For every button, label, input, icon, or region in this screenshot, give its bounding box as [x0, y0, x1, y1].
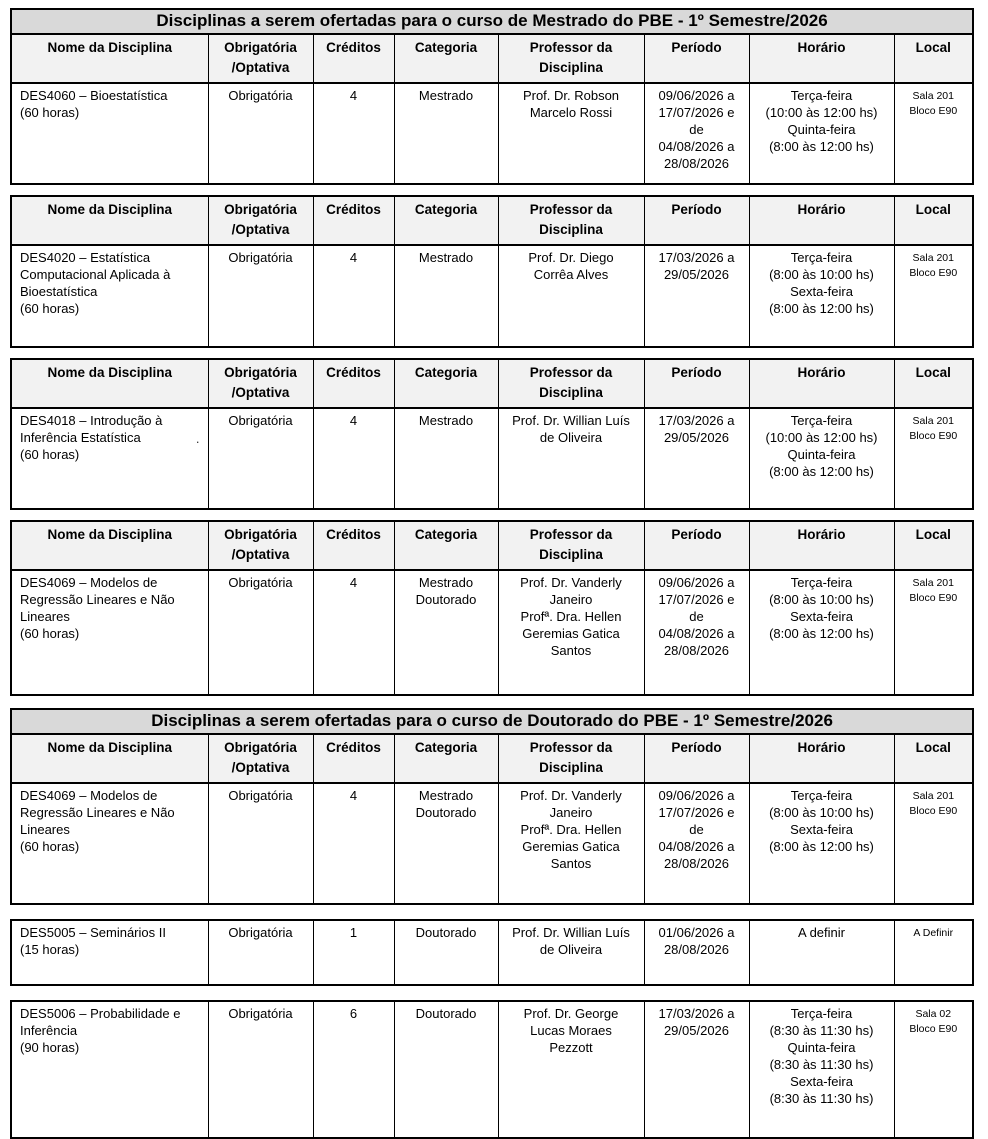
- obrigatoria-line: Obrigatória: [228, 413, 293, 428]
- header-cell-obrigatoria: [208, 34, 313, 83]
- discipline-table: [10, 195, 974, 348]
- nome-line: Bioestatística: [20, 284, 98, 299]
- horario-line: A definir: [798, 925, 845, 940]
- nome-line: Lineares: [20, 609, 70, 624]
- local-line: Sala 02: [915, 1008, 952, 1020]
- header-cell-local: [894, 196, 973, 245]
- cell-local: [894, 1001, 973, 1138]
- header-cell-professor: [498, 196, 644, 245]
- periodo-line: 29/05/2026: [663, 1023, 730, 1038]
- header-label-line: Créditos: [326, 527, 381, 542]
- categoria-line: Doutorado: [415, 925, 477, 940]
- horario-line: (8:00 às 12:00 hs): [769, 839, 874, 854]
- nome-line: (60 horas): [20, 839, 80, 854]
- cell-local: [894, 83, 973, 184]
- header-label-line: Obrigatória: [224, 40, 297, 55]
- obrigatoria-line: Obrigatória: [228, 575, 293, 590]
- header-cell-periodo: [644, 34, 749, 83]
- nome-line: DES4069 – Modelos de: [20, 788, 158, 803]
- discipline-table: [10, 1000, 974, 1139]
- header-label-line: Obrigatória: [224, 527, 297, 542]
- professor-line: Lucas Moraes: [530, 1023, 612, 1038]
- header-label-line: Horário: [797, 365, 846, 380]
- header-cell-categoria: [394, 734, 498, 783]
- creditos-line: 6: [349, 1006, 358, 1021]
- cell-creditos: [313, 920, 394, 985]
- nome-line: DES5006 – Probabilidade e: [20, 1006, 181, 1021]
- horario-line: (8:00 às 12:00 hs): [769, 626, 874, 641]
- discipline-table: [10, 520, 974, 696]
- cell-local: [894, 783, 973, 904]
- header-cell-horario: [749, 521, 894, 570]
- professor-line: Prof. Dr. Vanderly: [520, 575, 622, 590]
- header-label-line: Local: [915, 740, 951, 755]
- header-cell-professor: [498, 734, 644, 783]
- horario-line: Terça-feira: [790, 413, 853, 428]
- table-title: Disciplinas a serem ofertadas para o curso de Doutorado do PBE - 1º Semestre/2026: [11, 709, 973, 734]
- periodo-line: 28/08/2026: [663, 942, 730, 957]
- header-label-line: Disciplina: [539, 60, 603, 75]
- header-label-line: Categoria: [414, 527, 478, 542]
- cell-categoria: [394, 408, 498, 509]
- header-cell-professor: [498, 521, 644, 570]
- horario-line: (8:30 às 11:30 hs): [769, 1091, 874, 1106]
- header-label-line: Horário: [797, 740, 846, 755]
- cell-obrigatoria: [208, 1001, 313, 1138]
- header-cell-obrigatoria: [208, 196, 313, 245]
- horario-line: Sexta-feira: [790, 609, 853, 624]
- cell-professor: [498, 783, 644, 904]
- obrigatoria-line: Obrigatória: [228, 250, 293, 265]
- cell-creditos: [313, 1001, 394, 1138]
- header-label-line: Nome da Disciplina: [47, 202, 173, 217]
- professor-line: Santos: [550, 856, 592, 871]
- nome-line: DES4069 – Modelos de: [20, 575, 158, 590]
- professor-line: Prof. Dr. Robson: [522, 88, 620, 103]
- header-cell-periodo: [644, 734, 749, 783]
- nome-line: Inferência: [20, 1023, 78, 1038]
- cell-nome: [11, 1001, 208, 1138]
- cell-periodo: [644, 570, 749, 695]
- header-label-line: Professor da: [529, 202, 613, 217]
- header-cell-horario: [749, 734, 894, 783]
- horario-line: Terça-feira: [790, 1006, 853, 1021]
- cell-obrigatoria: [208, 245, 313, 347]
- nome-line: (60 horas): [20, 447, 80, 462]
- header-label-line: Período: [671, 740, 722, 755]
- cell-horario: [749, 245, 894, 347]
- horario-line: (8:30 às 11:30 hs): [769, 1057, 874, 1072]
- header-label-line: Créditos: [326, 40, 381, 55]
- cell-nome: [11, 408, 208, 509]
- categoria-line: Mestrado: [418, 575, 474, 590]
- header-cell-creditos: [313, 521, 394, 570]
- professor-line: Prof. Dr. George: [523, 1006, 619, 1021]
- header-label-line: /Optativa: [231, 385, 290, 400]
- cell-local: [894, 920, 973, 985]
- discipline-table: [10, 708, 974, 905]
- header-label-line: Disciplina: [539, 385, 603, 400]
- header-label-line: Professor da: [529, 740, 613, 755]
- header-label-line: Disciplina: [539, 547, 603, 562]
- nome-line: (15 horas): [20, 942, 80, 957]
- horario-line: Quinta-feira: [787, 122, 856, 137]
- categoria-line: Mestrado: [418, 413, 474, 428]
- creditos-line: 4: [349, 788, 358, 803]
- header-cell-nome: [11, 34, 208, 83]
- header-cell-categoria: [394, 359, 498, 408]
- cell-local: [894, 245, 973, 347]
- periodo-line: 17/07/2026 e: [658, 805, 735, 820]
- cell-creditos: [313, 245, 394, 347]
- professor-line: Marcelo Rossi: [529, 105, 613, 120]
- cell-categoria: [394, 570, 498, 695]
- header-label-line: /Optativa: [231, 547, 290, 562]
- local-line: Sala 201: [912, 90, 954, 102]
- categoria-line: Mestrado: [418, 88, 474, 103]
- header-cell-periodo: [644, 359, 749, 408]
- cell-professor: [498, 83, 644, 184]
- cell-horario: [749, 83, 894, 184]
- table-title: Disciplinas a serem ofertadas para o curso de Mestrado do PBE - 1º Semestre/2026: [11, 9, 973, 34]
- cell-obrigatoria: [208, 570, 313, 695]
- cell-categoria: [394, 245, 498, 347]
- header-cell-local: [894, 734, 973, 783]
- categoria-line: Doutorado: [415, 805, 477, 820]
- cell-professor: [498, 570, 644, 695]
- cell-obrigatoria: [208, 408, 313, 509]
- cell-nome: [11, 783, 208, 904]
- creditos-line: 4: [349, 413, 358, 428]
- header-label-line: Horário: [797, 40, 846, 55]
- categoria-line: Doutorado: [415, 592, 477, 607]
- cell-local: [894, 570, 973, 695]
- horario-line: (8:00 às 10:00 hs): [769, 267, 874, 282]
- local-line: Sala 201: [912, 790, 955, 802]
- discipline-table: [10, 919, 974, 986]
- cell-periodo: [644, 83, 749, 184]
- local-line: Sala 201: [912, 252, 954, 264]
- header-cell-obrigatoria: [208, 521, 313, 570]
- cell-professor: [498, 408, 644, 509]
- cell-categoria: [394, 920, 498, 985]
- horario-line: Sexta-feira: [790, 1074, 853, 1089]
- header-cell-local: [894, 359, 973, 408]
- horario-line: Terça-feira: [790, 575, 853, 590]
- horario-line: (8:00 às 12:00 hs): [769, 301, 874, 316]
- header-label-line: Créditos: [326, 740, 381, 755]
- cell-nome: [11, 245, 208, 347]
- section-doutorado: [10, 708, 988, 1139]
- header-label-line: Obrigatória: [224, 740, 297, 755]
- horario-line: Terça-feira: [790, 88, 853, 103]
- header-label-line: Local: [915, 202, 951, 217]
- professor-line: Profª. Dra. Hellen: [520, 822, 622, 837]
- horario-line: Terça-feira: [790, 788, 853, 803]
- nome-line: (60 horas): [20, 301, 80, 316]
- cell-periodo: [644, 1001, 749, 1138]
- header-cell-professor: [498, 34, 644, 83]
- header-label-line: Categoria: [414, 40, 478, 55]
- local-line: Sala 201: [912, 577, 954, 589]
- discipline-table: [10, 8, 974, 185]
- header-label-line: Período: [671, 527, 722, 542]
- cell-periodo: [644, 920, 749, 985]
- periodo-line: 17/07/2026 e: [658, 592, 735, 607]
- periodo-line: 28/08/2026: [663, 156, 730, 171]
- header-label-line: Nome da Disciplina: [47, 527, 173, 542]
- cell-professor: [498, 1001, 644, 1138]
- horario-line: Quinta-feira: [787, 447, 856, 462]
- header-label-line: Categoria: [414, 365, 478, 380]
- professor-line: Janeiro: [549, 805, 593, 820]
- header-label-line: /Optativa: [231, 222, 290, 237]
- header-cell-horario: [749, 359, 894, 408]
- professor-line: de Oliveira: [539, 942, 603, 957]
- periodo-line: 17/07/2026 e: [658, 105, 735, 120]
- periodo-line: 01/06/2026 a: [658, 925, 735, 940]
- cell-professor: [498, 245, 644, 347]
- horario-line: (8:00 às 10:00 hs): [769, 592, 874, 607]
- horario-line: (10:00 às 12:00 hs): [765, 430, 878, 445]
- cell-creditos: [313, 783, 394, 904]
- obrigatoria-line: Obrigatória: [228, 1006, 293, 1021]
- header-label-line: Obrigatória: [224, 202, 297, 217]
- periodo-line: 17/03/2026 a: [658, 250, 735, 265]
- header-label-line: Período: [671, 365, 722, 380]
- periodo-line: 29/05/2026: [663, 267, 730, 282]
- header-cell-periodo: [644, 196, 749, 245]
- cell-horario: [749, 783, 894, 904]
- professor-line: Janeiro: [549, 592, 593, 607]
- cell-periodo: [644, 245, 749, 347]
- header-label-line: Professor da: [529, 365, 613, 380]
- obrigatoria-line: Obrigatória: [228, 788, 293, 803]
- nome-line: (60 horas): [20, 105, 80, 120]
- header-label-line: Categoria: [414, 202, 478, 217]
- section-mestrado: [10, 8, 988, 696]
- periodo-line: 29/05/2026: [663, 430, 730, 445]
- header-cell-obrigatoria: [208, 359, 313, 408]
- header-cell-categoria: [394, 34, 498, 83]
- horario-line: (8:00 às 12:00 hs): [769, 139, 874, 154]
- header-cell-horario: [749, 196, 894, 245]
- cell-obrigatoria: [208, 783, 313, 904]
- local-line: Bloco E90: [909, 430, 958, 442]
- local-line: Bloco E90: [909, 592, 958, 604]
- header-label-line: Obrigatória: [224, 365, 297, 380]
- header-label-line: Professor da: [529, 527, 613, 542]
- periodo-line: 09/06/2026 a: [658, 575, 735, 590]
- cell-horario: [749, 570, 894, 695]
- header-cell-creditos: [313, 359, 394, 408]
- header-label-line: Nome da Disciplina: [47, 40, 173, 55]
- cell-nome: [11, 83, 208, 184]
- creditos-line: 1: [349, 925, 358, 940]
- creditos-line: 4: [349, 575, 358, 590]
- horario-line: (8:00 às 12:00 hs): [769, 464, 874, 479]
- periodo-line: de: [689, 822, 704, 837]
- periodo-line: 04/08/2026 a: [658, 839, 735, 854]
- professor-line: Corrêa Alves: [533, 267, 609, 282]
- nome-line: (90 horas): [20, 1040, 80, 1055]
- horario-line: (8:30 às 11:30 hs): [769, 1023, 874, 1038]
- periodo-line: 09/06/2026 a: [658, 88, 735, 103]
- header-cell-creditos: [313, 734, 394, 783]
- cell-obrigatoria: [208, 920, 313, 985]
- creditos-line: 4: [349, 88, 358, 103]
- header-label-line: Local: [915, 40, 951, 55]
- header-label-line: Professor da: [529, 40, 613, 55]
- stray-dot: .: [195, 431, 200, 446]
- header-cell-creditos: [313, 196, 394, 245]
- local-line: Bloco E90: [909, 1023, 958, 1035]
- nome-line: Regressão Lineares e Não: [20, 805, 175, 820]
- horario-line: Sexta-feira: [790, 284, 853, 299]
- cell-professor: [498, 920, 644, 985]
- nome-line: Inferência Estatística: [20, 430, 141, 445]
- periodo-line: 04/08/2026 a: [658, 139, 735, 154]
- nome-line: DES5005 – Seminários II: [20, 925, 166, 940]
- horario-line: (8:00 às 10:00 hs): [769, 805, 874, 820]
- professor-line: Prof. Dr. Vanderly: [520, 788, 622, 803]
- cell-nome: [11, 570, 208, 695]
- obrigatoria-line: Obrigatória: [228, 925, 293, 940]
- professor-line: Prof. Dr. Willian Luís: [512, 925, 630, 940]
- header-label-line: Horário: [797, 202, 846, 217]
- cell-creditos: [313, 408, 394, 509]
- periodo-line: 28/08/2026: [663, 643, 730, 658]
- horario-line: Quinta-feira: [787, 1040, 856, 1055]
- nome-line: Computacional Aplicada à: [20, 267, 171, 282]
- header-cell-horario: [749, 34, 894, 83]
- header-cell-nome: [11, 734, 208, 783]
- professor-line: Geremias Gatica: [522, 626, 620, 641]
- horario-line: (10:00 às 12:00 hs): [765, 105, 878, 120]
- header-label-line: Nome da Disciplina: [47, 740, 173, 755]
- header-label-line: Créditos: [326, 202, 381, 217]
- header-cell-categoria: [394, 521, 498, 570]
- professor-line: Prof. Dr. Willian Luís: [512, 413, 630, 428]
- professor-line: Prof. Dr. Diego: [528, 250, 614, 265]
- header-label-line: Local: [915, 527, 951, 542]
- header-label-line: Categoria: [414, 740, 478, 755]
- cell-local: [894, 408, 973, 509]
- creditos-line: 4: [349, 250, 358, 265]
- nome-line: (60 horas): [20, 626, 80, 641]
- professor-line: Geremias Gatica: [522, 839, 620, 854]
- header-label-line: Período: [671, 202, 722, 217]
- header-cell-periodo: [644, 521, 749, 570]
- header-label-line: /Optativa: [231, 760, 290, 775]
- professor-line: Pezzott: [549, 1040, 593, 1055]
- cell-creditos: [313, 570, 394, 695]
- header-label-line: Local: [915, 365, 951, 380]
- header-label-line: Disciplina: [539, 760, 603, 775]
- cell-periodo: [644, 408, 749, 509]
- professor-line: Santos: [550, 643, 592, 658]
- local-line: Bloco E90: [909, 805, 958, 817]
- obrigatoria-line: Obrigatória: [228, 88, 293, 103]
- cell-horario: [749, 1001, 894, 1138]
- header-cell-nome: [11, 196, 208, 245]
- header-label-line: Créditos: [326, 365, 381, 380]
- categoria-line: Mestrado: [418, 250, 474, 265]
- header-cell-professor: [498, 359, 644, 408]
- periodo-line: 09/06/2026 a: [658, 788, 735, 803]
- horario-line: Sexta-feira: [790, 822, 853, 837]
- header-cell-local: [894, 34, 973, 83]
- local-line: Bloco E90: [909, 105, 958, 117]
- cell-horario: [749, 408, 894, 509]
- periodo-line: de: [689, 122, 704, 137]
- local-line: Sala 201: [912, 415, 954, 427]
- cell-categoria: [394, 1001, 498, 1138]
- header-cell-obrigatoria: [208, 734, 313, 783]
- header-cell-local: [894, 521, 973, 570]
- categoria-line: Mestrado: [418, 788, 474, 803]
- periodo-line: de: [689, 609, 704, 624]
- professor-line: de Oliveira: [539, 430, 603, 445]
- header-cell-nome: [11, 521, 208, 570]
- cell-horario: [749, 920, 894, 985]
- local-line: A Definir: [913, 927, 954, 939]
- header-label-line: /Optativa: [231, 60, 290, 75]
- periodo-line: 17/03/2026 a: [658, 413, 735, 428]
- local-line: Bloco E90: [909, 267, 958, 279]
- periodo-line: 04/08/2026 a: [658, 626, 735, 641]
- periodo-line: 17/03/2026 a: [658, 1006, 735, 1021]
- professor-line: Profª. Dra. Hellen: [520, 609, 622, 624]
- periodo-line: 28/08/2026: [663, 856, 730, 871]
- cell-nome: [11, 920, 208, 985]
- cell-categoria: [394, 83, 498, 184]
- header-label-line: Horário: [797, 527, 846, 542]
- header-label-line: Período: [671, 40, 722, 55]
- nome-line: DES4020 – Estatística: [20, 250, 151, 265]
- cell-creditos: [313, 83, 394, 184]
- horario-line: Terça-feira: [790, 250, 853, 265]
- header-label-line: Nome da Disciplina: [47, 365, 173, 380]
- nome-line: DES4060 – Bioestatística: [20, 88, 168, 103]
- header-cell-nome: [11, 359, 208, 408]
- discipline-table: [10, 358, 974, 510]
- cell-obrigatoria: [208, 83, 313, 184]
- nome-line: Regressão Lineares e Não: [20, 592, 175, 607]
- nome-line: Lineares: [20, 822, 70, 837]
- header-label-line: Disciplina: [539, 222, 603, 237]
- header-cell-creditos: [313, 34, 394, 83]
- cell-categoria: [394, 783, 498, 904]
- categoria-line: Doutorado: [415, 1006, 477, 1021]
- header-cell-categoria: [394, 196, 498, 245]
- nome-line: DES4018 – Introdução à: [20, 413, 163, 428]
- cell-periodo: [644, 783, 749, 904]
